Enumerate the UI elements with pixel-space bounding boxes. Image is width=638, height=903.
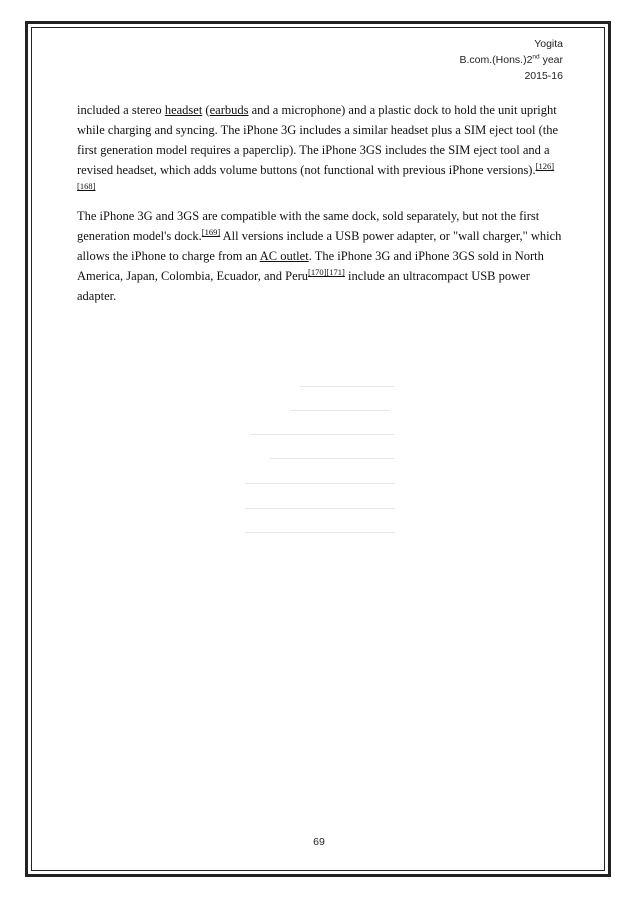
faint-line [245, 483, 395, 484]
faint-artifact-lines [240, 378, 400, 538]
faint-line [250, 434, 395, 435]
reference-link[interactable]: [169] [201, 226, 221, 237]
page-number: 69 [313, 836, 325, 848]
header-course: B.com.(Hons.)2nd year [459, 53, 563, 66]
link-ac-outlet[interactable]: AC outlet [259, 249, 309, 263]
link-headset[interactable]: headset [164, 103, 203, 117]
paragraph: included a stereo headset (earbuds and a microphone) and a plastic dock to hold the unit upright while charging and syncing. The iPhone 3G includes a similar headset plus a SIM eject tool (the first generation model requires a paperclip). The iPhone 3GS includes the SIM eject tool and a revised headset, which adds volume buttons (not functional with previous iPhone versions).[126][168] [77, 103, 559, 191]
reference-link[interactable]: [126][168] [77, 160, 555, 191]
link-earbuds[interactable]: earbuds [209, 103, 249, 117]
faint-line [245, 532, 395, 533]
faint-line [245, 508, 395, 509]
body-text [77, 100, 569, 312]
header-name: Yogita [534, 38, 563, 50]
page-header [459, 36, 563, 84]
faint-line [300, 386, 395, 387]
faint-line [270, 458, 395, 459]
reference-link[interactable]: [170][171] [308, 266, 345, 277]
faint-line [290, 410, 390, 411]
paragraph: The iPhone 3G and 3GS are compatible with the same dock, sold separately, but not the first generation model's dock.[169] All versions include a USB power adapter, or "wall charger," which allows the iPhone to charge from an AC outlet. The iPhone 3G and iPhone 3GS sold in North America, Japan, Colombia, Ecuador, and Peru[170][171] include an ultracompact USB power adapter. [77, 209, 562, 303]
header-session: 2015-16 [524, 70, 563, 82]
